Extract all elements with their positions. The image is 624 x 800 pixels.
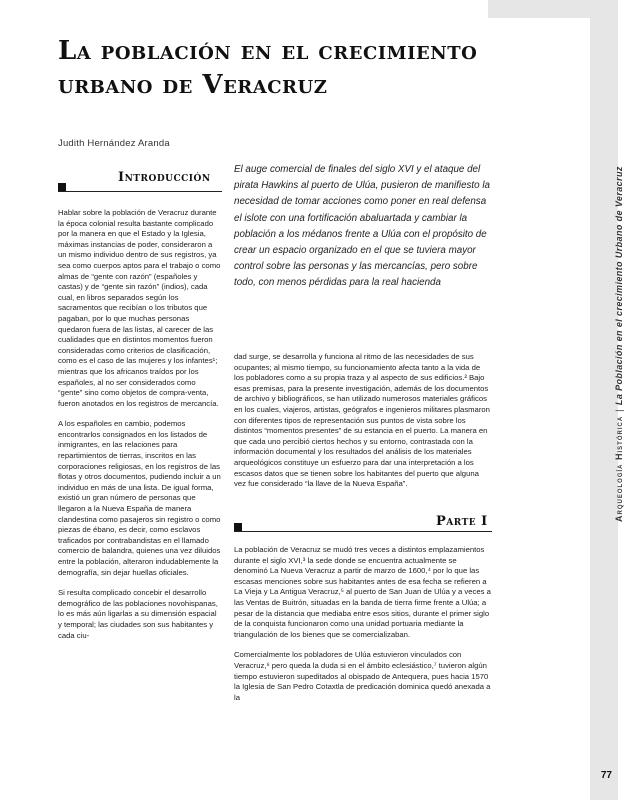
- section-name: Arqueología Histórica: [614, 415, 624, 522]
- intro-heading: Introducción: [118, 170, 211, 185]
- intro-marker: [58, 183, 66, 191]
- running-header: [614, 166, 624, 522]
- pull-quote: El auge comercial de finales del siglo XVI y el ataque del pirata Hawkins al puerto de Ulúa, pusieron de manifiesto la necesidad de tomar acciones como poner en real defensa el islote con una fortificación abaluartada y cambiar la población a los médanos frente a Ulúa con el propósito de crear un espacio organizado en el que se tuviera mayor control sobre las personas y las mercancías, pero sobre todo, con menos pérdidas para la real hacienda: [234, 164, 490, 289]
- part1-column: [234, 545, 492, 713]
- intro-paragraph-1: Hablar sobre la población de Veracruz durante la época colonial resulta bastante complicado por la manera en que el Estado y la Iglesia, máximas instancias de poder, consideraron a un mismo individuo dentro de sus registros, ya sea como cuerpos aptos para el trabajo o como almas de “gente con razón” (españoles y castas) y de “gente sin razón” (indios), cada cual, en libros separados según los sacramentos que recibían o los tributos que pagaban, por lo que muchas personas quedaron fuera de las listas, al carecer de las cualidades que en distintos momentos fueron consideradas como criterios de clasificación, como es el caso de las mujeres y los infantes¹; mientras que los africanos traídos por los españoles, al no ser considerados como “gente” sino como objetos de compra-venta, fueron anotados en los registros de mercancía.: [58, 208, 221, 408]
- intro-column: [58, 208, 222, 651]
- continuation-paragraph: dad surge, se desarrolla y funciona al ritmo de las necesidades de sus ocupantes; al mismo tiempo, su funcionamiento afecta tanto a la vida de los pobladores como a su propia traza y al aspecto de sus edificios.² Bajo esas premisas, para la presente investigación, además de los documentos de archivo y bibliográficos, se han utilizado numerosos materiales gráficos en los cuales, viajeros, artistas, geógrafos e ingenieros militares plasmaron con diferentes tipos de representación sus puntos de vista sobre los distintos “momentos presentes” de su estancia en el puerto. La manera en que cada uno percibió ciertos hechos y su entorno, contrastada con la información documental y los resultados del análisis de los materiales arqueológicos constituye un esfuerzo para dar una interpretación a los escasos datos que se tienen sobre los habitantes del puerto que alguna vez fue considerado “la llave de la Nueva España”.: [234, 352, 490, 489]
- author-name: Judith Hernández Aranda: [58, 138, 170, 149]
- continuation-column: [234, 352, 492, 500]
- intro-rule: [58, 191, 222, 192]
- article-title: La población en el crecimiento urbano de Veracruz: [58, 36, 478, 100]
- part1-paragraph-2: Comercialmente los pobladores de Ulúa estuvieron vinculados con Veracruz,⁶ pero queda la duda si en el ámbito eclesiástico,⁷ tuvieron algún tiempo estuvieron supeditados al obispado de Antequera, pues hacia 1570 la Iglesia de San Pedro Cotaxtla de predicación dominica quedó anexada a la: [234, 650, 491, 702]
- header-separator: |: [614, 409, 624, 412]
- part1-paragraph-1: La población de Veracruz se mudó tres veces a distintos emplazamientos durante el siglo XVI,³ la sede donde se encuentra actualmente se denominó La Nueva Veracruz a partir de marzo de 1600,⁴ por lo que las escasas menciones sobre sus habitantes antes de esa fecha se refieren a La Vieja y La Antigua Veracruz,⁵ al puerto de San Juan de Ulúa y a veces a las Ventas de Buitrón, situadas en la banda de tierra firme frente a Ulúa; a pesar de la distancia que mediaba entre esos sitios, durante el primer siglo de la conquista funcionaron como una unidad portuaria mediante la triangulación de los bienes que se comercializaban.: [234, 545, 491, 639]
- part1-rule: [234, 531, 492, 532]
- intro-paragraph-2: A los españoles en cambio, podemos encontrarlos consignados en los listados de inmigrantes, en las relaciones para repartimientos de tierras, inscritos en las corporaciones religiosas, en los registros de las flotas y otros documentos, pudiendo incluir a un individuo en más de una lista. De igual forma, existió un gran número de personas que llegaron a la Nueva España de manera clandestina como pasajeros sin registro o como piezas de ébano, es decir, como esclavos traficados por contrabandistas en el llamado comercio de balandra, quienes una vez diluidos entre la población, alteraron indudablemente la demografía, sin dejar huellas oficiales.: [58, 419, 221, 577]
- running-title: La Población en el crecimiento Urbano de Veracruz: [614, 166, 624, 406]
- part1-heading: Parte I: [436, 514, 488, 529]
- page-number: 77: [600, 770, 612, 781]
- intro-paragraph-3: Si resulta complicado concebir el desarrollo demográfico de las poblaciones novohispanas, lo es más aún ligarlas a su dimensión espacial y temporal; las ciudades son sus habitantes y cada ciu-: [58, 588, 218, 640]
- part1-marker: [234, 523, 242, 531]
- top-margin-band: [488, 0, 618, 18]
